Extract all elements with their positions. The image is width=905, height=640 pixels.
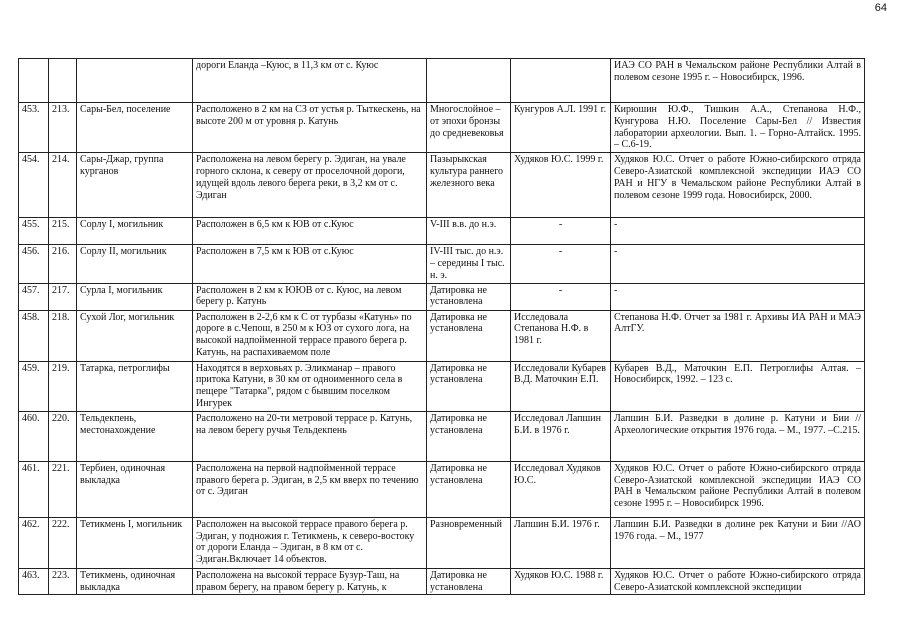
object-location-cell: Расположен в 6,5 км к ЮВ от с.Куюс <box>193 218 427 245</box>
row-number-cell: 462. <box>19 517 49 568</box>
object-name-cell: Сухой Лог, могильник <box>77 310 193 361</box>
object-number-cell: 220. <box>49 411 77 461</box>
object-location-cell: Расположен в 7,5 км к ЮВ от с.Куюс <box>193 245 427 283</box>
object-number-cell: 221. <box>49 461 77 517</box>
object-location-cell: Расположена на первой надпойменной террасе правого берега р. Эдиган, в 2,5 км вверх по течению от с. Эдиган <box>193 461 427 517</box>
object-name-cell: Тербиен, одиночная выкладка <box>77 461 193 517</box>
object-location-cell: дороги Еланда –Куюс, в 11,3 км от с. Куюс <box>193 59 427 103</box>
row-number-cell: 457. <box>19 283 49 310</box>
table-row <box>19 218 865 245</box>
object-source-cell: Лапшин Б.И. Разведки в долине рек Катуни и Бии //АО 1976 года. – М., 1977 <box>611 517 865 568</box>
page-number: 64 <box>874 2 887 14</box>
object-name-cell: Сорлу I, могильник <box>77 218 193 245</box>
object-location-cell: Расположено в 2 км на СЗ от устья р. Тыткескень, на высоте 200 м от уровня р. Катунь <box>193 103 427 153</box>
object-name-cell <box>77 59 193 103</box>
object-researcher-cell: Кунгуров А.Л. 1991 г. <box>511 103 611 153</box>
object-dating-cell: IV-III тыс. до н.э. – середины I тыс. н. э. <box>427 245 511 283</box>
object-source-cell: Худяков Ю.С. Отчет о работе Южно-сибирского отряда Северо-Азиатской комплексной экспедиции <box>611 568 865 595</box>
table-row <box>19 411 865 461</box>
table-row <box>19 245 865 283</box>
object-researcher-cell: Худяков Ю.С. 1988 г. <box>511 568 611 595</box>
object-name-cell: Сорлу II, могильник <box>77 245 193 283</box>
table-row <box>19 59 865 103</box>
object-location-cell: Расположен в 2 км к ЮЮВ от с. Куюс, на левом берегу р. Катунь <box>193 283 427 310</box>
object-researcher-cell <box>511 59 611 103</box>
object-number-cell: 217. <box>49 283 77 310</box>
object-name-cell: Тетикмень, одиночная выкладка <box>77 568 193 595</box>
table-row <box>19 310 865 361</box>
object-researcher-cell: Исследовала Степанова Н.Ф. в 1981 г. <box>511 310 611 361</box>
object-source-cell: Худяков Ю.С. Отчет о работе Южно-сибирского отряда Северо-Азиатской комплексной экспедиции ИАЭ СО РАН и НГУ в Чемальском районе Республики Алтай в полевом сезоне 1999 года. Новосибирск, 2000. <box>611 153 865 218</box>
object-source-cell: - <box>611 218 865 245</box>
object-location-cell: Расположена на левом берегу р. Эдиган, на увале горного склона, к северу от проселочной дороги, идущей вдоль левого берега реки, в 3,2 км от с. Эдиган <box>193 153 427 218</box>
object-source-cell: Степанова Н.Ф. Отчет за 1981 г. Архивы ИА РАН и МАЭ АлтГУ. <box>611 310 865 361</box>
row-number-cell: 454. <box>19 153 49 218</box>
row-number-cell: 461. <box>19 461 49 517</box>
table-body <box>19 59 865 595</box>
object-number-cell <box>49 59 77 103</box>
object-location-cell: Находятся в верховьях р. Эликманар – правого притока Катуни, в 30 км от одноименного села в пещере "Татарка", рядом с бывшим поселком Ингурек <box>193 361 427 411</box>
object-source-cell: - <box>611 283 865 310</box>
object-number-cell: 219. <box>49 361 77 411</box>
object-name-cell: Сары-Джар, группа курганов <box>77 153 193 218</box>
object-name-cell: Сурла I, могильник <box>77 283 193 310</box>
row-number-cell: 456. <box>19 245 49 283</box>
object-dating-cell: Пазырыкская культура раннего железного века <box>427 153 511 218</box>
object-dating-cell: Разновременный <box>427 517 511 568</box>
object-source-cell: Кубарев В.Д., Маточкин Е.П. Петроглифы Алтая. – Новосибирск, 1992. – 123 с. <box>611 361 865 411</box>
row-number-cell: 458. <box>19 310 49 361</box>
table-row <box>19 283 865 310</box>
monuments-table <box>18 58 865 595</box>
table-row <box>19 361 865 411</box>
object-number-cell: 223. <box>49 568 77 595</box>
object-number-cell: 222. <box>49 517 77 568</box>
object-dating-cell: Датировка не установлена <box>427 361 511 411</box>
object-number-cell: 215. <box>49 218 77 245</box>
object-dating-cell: Датировка не установлена <box>427 283 511 310</box>
object-name-cell: Тельдекпень, местонахождение <box>77 411 193 461</box>
object-dating-cell: Многослойное – от эпохи бронзы до средневековья <box>427 103 511 153</box>
row-number-cell <box>19 59 49 103</box>
object-number-cell: 216. <box>49 245 77 283</box>
object-number-cell: 214. <box>49 153 77 218</box>
object-name-cell: Татарка, петроглифы <box>77 361 193 411</box>
object-dating-cell: Датировка не установлена <box>427 461 511 517</box>
object-location-cell: Расположено на 20-ти метровой террасе р. Катунь, на левом берегу ручья Тельдекпень <box>193 411 427 461</box>
object-researcher-cell: Исследовал Лапшин Б.И. в 1976 г. <box>511 411 611 461</box>
object-researcher-cell: Худяков Ю.С. 1999 г. <box>511 153 611 218</box>
object-location-cell: Расположен на высокой террасе правого берега р. Эдиган, у подножия г. Тетикмень, к северо-востоку от дороги Еланда – Эдиган, в 8 км от с. Эдиган.Включает 14 объектов. <box>193 517 427 568</box>
object-name-cell: Сары-Бел, поселение <box>77 103 193 153</box>
row-number-cell: 453. <box>19 103 49 153</box>
row-number-cell: 463. <box>19 568 49 595</box>
object-researcher-cell: - <box>511 245 611 283</box>
object-dating-cell: Датировка не установлена <box>427 568 511 595</box>
object-researcher-cell: - <box>511 283 611 310</box>
table-row <box>19 153 865 218</box>
object-researcher-cell: - <box>511 218 611 245</box>
object-researcher-cell: Исследовал Худяков Ю.С. <box>511 461 611 517</box>
object-source-cell: - <box>611 245 865 283</box>
table-row <box>19 103 865 153</box>
object-number-cell: 213. <box>49 103 77 153</box>
object-source-cell: Худяков Ю.С. Отчет о работе Южно-сибирского отряда Северо-Азиатской комплексной экспедиции ИАЭ СО РАН в Чемальском районе Республики Алтай в полевом сезоне 1995 г. – Новосибирск 1996. <box>611 461 865 517</box>
object-name-cell: Тетикмень I, могильник <box>77 517 193 568</box>
object-dating-cell: Датировка не установлена <box>427 411 511 461</box>
object-number-cell: 218. <box>49 310 77 361</box>
object-dating-cell <box>427 59 511 103</box>
row-number-cell: 460. <box>19 411 49 461</box>
object-researcher-cell: Исследовали Кубарев В.Д. Маточкин Е.П. <box>511 361 611 411</box>
table-row <box>19 568 865 595</box>
row-number-cell: 459. <box>19 361 49 411</box>
object-location-cell: Расположен в 2-2,6 км к С от турбазы «Катунь» по дороге в с.Чепош, в 250 м к ЮЗ от сухого лога, на высокой надпойменной террасе правого берега р. Катунь, на распахиваемом поле <box>193 310 427 361</box>
object-dating-cell: V-III в.в. до н.э. <box>427 218 511 245</box>
row-number-cell: 455. <box>19 218 49 245</box>
object-location-cell: Расположена на высокой террасе Бузур-Таш, на правом берегу, на правом берегу р. Катунь, к <box>193 568 427 595</box>
table-row <box>19 517 865 568</box>
object-source-cell: Кирюшин Ю.Ф., Тишкин А.А., Степанова Н.Ф., Кунгурова Н.Ю. Поселение Сары-Бел // Известия лаборатории археологии. Вып. 1. – Горно-Алтайск. 1995. – С.6-19. <box>611 103 865 153</box>
object-source-cell: ИАЭ СО РАН в Чемальском районе Республики Алтай в полевом сезоне 1995 г. – Новосибирск, 1996. <box>611 59 865 103</box>
object-source-cell: Лапшин Б.И. Разведки в долине р. Катуни и Бии //Археологические открытия 1976 года. – М., 1977. –С.215. <box>611 411 865 461</box>
table-row <box>19 461 865 517</box>
object-researcher-cell: Лапшин Б.И. 1976 г. <box>511 517 611 568</box>
object-dating-cell: Датировка не установлена <box>427 310 511 361</box>
